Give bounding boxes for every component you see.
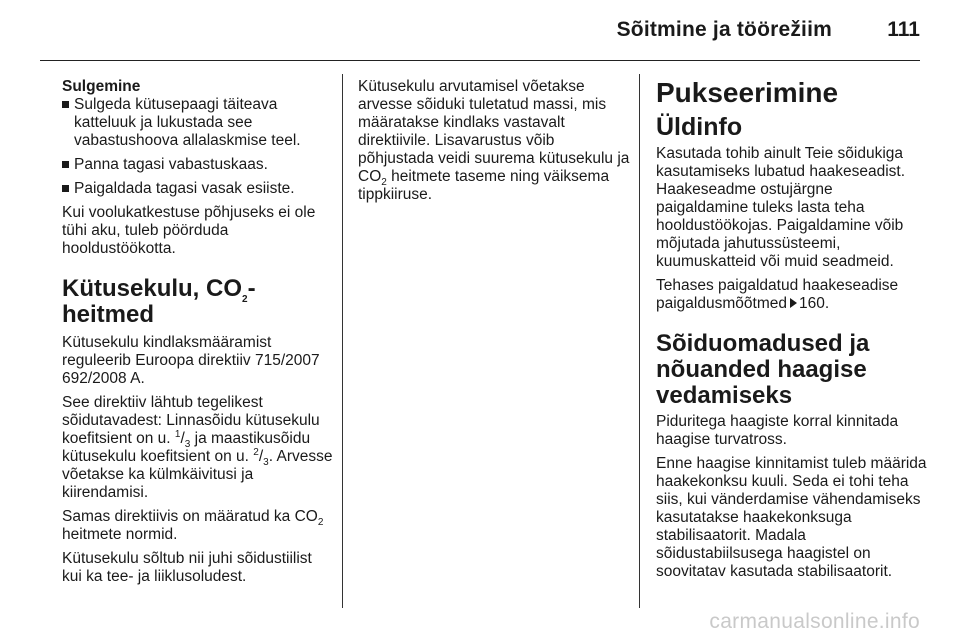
trailer-driving-heading: Sõiduomadused ja nõuanded haagise vedamiseks: [656, 330, 870, 409]
column-right: [656, 78, 928, 587]
closing-steps-list: [62, 96, 334, 198]
list-item: Sulgeda kütusepaagi täiteava katteluuk ja lukustada see vabastushoova allalaskmise teel.: [62, 96, 334, 150]
fuel-consumption-heading: Kütusekulu, $CO_2$-heitmed: [62, 275, 256, 328]
driving-style-paragraph: Kütusekulu sõltub nii juhi sõidustiilist kui ka tee- ja liiklusoludest.: [62, 550, 312, 585]
page-reference-arrow-icon: [790, 298, 797, 308]
bullet-square-icon: [62, 101, 69, 108]
general-info-heading: Üldinfo: [656, 113, 743, 141]
page-header: [0, 0, 960, 62]
list-item: Paigaldada tagasi vasak esiiste.: [62, 180, 334, 198]
header-divider: [40, 60, 920, 61]
mounting-dimensions-paragraph: Tehases paigaldatud haakeseadise paigaldusmõõtmed 160.: [656, 277, 899, 312]
bullet-square-icon: [62, 161, 69, 168]
watermark: carmanualsonline.info: [709, 610, 920, 633]
hitch-paragraph: Enne haagise kinnitamist tuleb määrida haakekonksu kuuli. Seda ei tohi teha siis, kui vänderdamise vähendamiseks kasutatakse haakekonksuga stabilisaatorit. Madala sõidustabiilsusega haagistel on soovitatav kasutada stabilisaatorit.: [656, 455, 927, 580]
closing-subheading: Sulgemine: [62, 78, 141, 95]
directive-paragraph: Kütusekulu kindlaksmääramist reguleerib Euroopa direktiiv 715/2007 692/2008 A.: [62, 334, 320, 387]
column-middle: [358, 78, 630, 210]
list-item: Panna tagasi vabastuskaas.: [62, 156, 334, 174]
page-number: 111: [887, 18, 920, 41]
driving-cycle-paragraph: See direktiiv lähtub tegelikest sõidutavadest: Linnasõidu kütusekulu koefitsient on u. $^1/_3$ ja maastikusõidu kütusekulu koefitsient on u. $^2/_3$. Arvesse võetakse ka külmkäivitusi ja kiirendamisi.: [62, 394, 333, 501]
towing-heading: Pukseerimine: [656, 77, 839, 108]
general-info-paragraph: Kasutada tohib ainult Teie sõidukiga kasutamiseks lubatud haakeseadist. Haakeseadme ostujärgne paigaldamine tuleks lasta teha hooldustöökojas. Paigaldamine võib mõjutada jahutussüsteemi, kuumuskatteid või muid seadmeid.: [656, 145, 906, 270]
column-divider-right: [639, 74, 640, 608]
column-divider-left: [342, 74, 343, 608]
mass-calculation-paragraph: Kütusekulu arvutamisel võetakse arvesse sõiduki tuletatud massi, mis määratakse kindlaks vastavalt direktiivile. Lisavarustus võib põhjustada veidi suurema kütusekulu ja $CO_2$ heitmete taseme ning väiksema tippkiiruse.: [358, 78, 630, 203]
co2-norms-paragraph: Samas direktiivis on määratud ka $CO_2$ heitmete normid.: [62, 508, 324, 543]
safety-cable-paragraph: Piduritega haagiste korral kinnitada haagise turvatross.: [656, 413, 899, 448]
battery-paragraph: Kui voolukatkestuse põhjuseks ei ole tühi aku, tuleb pöörduda hooldustöökotta.: [62, 204, 316, 257]
column-left: [62, 78, 334, 592]
bullet-square-icon: [62, 185, 69, 192]
chapter-title: Sõitmine ja töörežiim: [616, 18, 832, 41]
page-reference-link[interactable]: 160.: [798, 295, 830, 312]
